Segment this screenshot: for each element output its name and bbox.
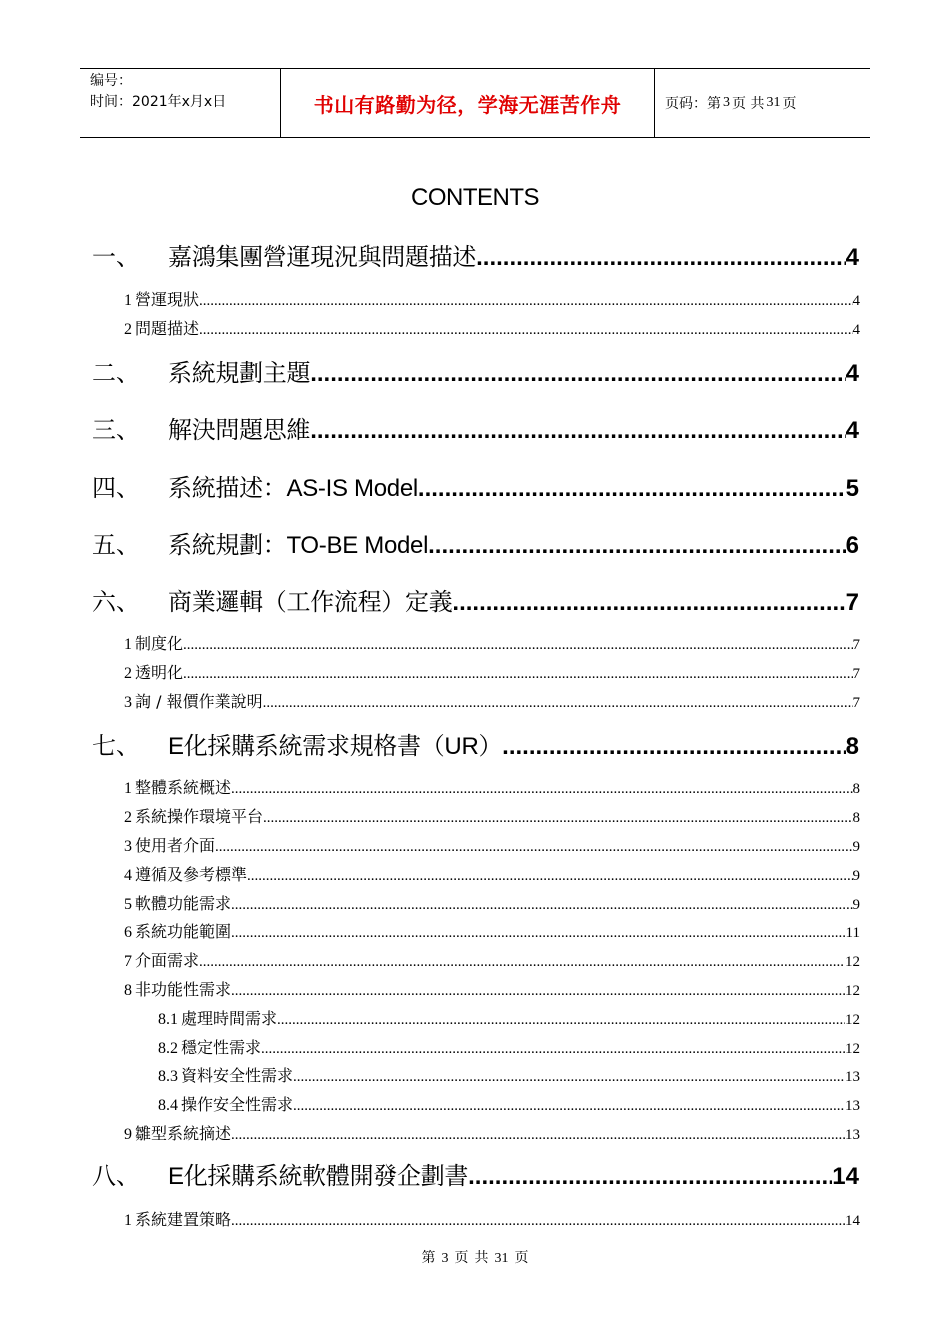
toc-entry-number: 八、 [92, 1162, 140, 1190]
toc-entry-page: 12 [845, 983, 860, 999]
toc-subsection-entry[interactable] [158, 1007, 860, 1031]
toc-dot-leader [263, 691, 853, 715]
toc-dot-leader [199, 289, 852, 313]
toc-dot-leader [428, 529, 846, 563]
toc-entry-page: 5 [845, 475, 859, 502]
toc-section-entry[interactable] [124, 1122, 860, 1146]
page-title: CONTENTS [411, 184, 539, 211]
toc-entry-number: 4 [124, 867, 132, 884]
toc-entry-title: 雛型系統摘述 [135, 1124, 232, 1143]
toc-dot-leader [452, 586, 845, 620]
toc-entry-title: 嘉鴻集團營運現況與問題描述 [168, 244, 477, 271]
toc-entry-page: 6 [845, 532, 859, 559]
toc-subsection-entry[interactable] [158, 1093, 860, 1117]
toc-entry-number: 2 [124, 321, 132, 338]
toc-entry-number: 3 [124, 838, 132, 855]
toc-entry-page: 13 [845, 1127, 860, 1143]
toc-entry-title: 介面需求 [135, 951, 200, 970]
toc-dot-leader [183, 662, 852, 686]
toc-chapter-entry[interactable] [92, 1159, 859, 1193]
toc-entry-title: 非功能性需求 [135, 980, 232, 999]
toc-entry-page: 4 [845, 417, 859, 444]
toc-entry-number: 二、 [92, 359, 140, 387]
toc-section-entry[interactable] [124, 661, 860, 685]
toc-entry-number: 1 [124, 636, 132, 653]
toc-entry-title: 營運現狀 [135, 290, 200, 309]
header-page-total: 31 [766, 95, 781, 110]
toc-entry-page: 11 [845, 925, 860, 941]
toc-entry-title: 詢 / 報價作業說明 [135, 692, 263, 711]
toc-entry-page: 4 [845, 360, 859, 387]
toc-entry-title: 解決問題思維 [168, 417, 311, 444]
toc-entry-page: 7 [852, 695, 860, 711]
toc-chapter-entry[interactable] [92, 585, 859, 619]
toc-chapter-entry[interactable] [92, 240, 859, 274]
toc-entry-title: 商業邏輯（工作流程）定義 [168, 589, 453, 616]
toc-entry-page: 8 [845, 733, 859, 760]
document-number-label: 编号： [90, 73, 132, 89]
toc-entry-title: 處理時間需求 [181, 1009, 278, 1028]
toc-dot-leader [310, 414, 845, 448]
footer-total: 31 [494, 1251, 509, 1266]
toc-entry-page: 7 [845, 589, 859, 616]
toc-dot-leader [468, 1160, 832, 1194]
header-page-mid: 页 共 [732, 96, 765, 112]
toc-entry-number: 8.3 [158, 1068, 178, 1085]
toc-entry-title: 系統規劃：TO-BE Model [168, 532, 429, 559]
toc-section-entry[interactable] [124, 632, 860, 656]
header-page-suffix: 页 [782, 96, 797, 112]
toc-entry-number: 9 [124, 1126, 132, 1143]
toc-dot-leader [293, 1065, 845, 1089]
toc-section-entry[interactable] [124, 288, 860, 312]
document-time-label: 时间：2021年x月x日 [90, 94, 227, 110]
toc-entry-number: 三、 [92, 416, 140, 444]
toc-entry-page: 12 [845, 954, 860, 970]
toc-entry-title: 系統規劃主題 [168, 360, 311, 387]
toc-entry-number: 8 [124, 982, 132, 999]
toc-entry-number: 五、 [92, 531, 140, 559]
footer-suffix: 页 [514, 1251, 529, 1266]
toc-entry-number: 6 [124, 924, 132, 941]
toc-entry-title: 系統操作環境平台 [135, 807, 264, 826]
toc-entry-page: 8 [852, 810, 860, 826]
toc-entry-title: 系統功能範圍 [135, 922, 232, 941]
toc-entry-number: 1 [124, 1212, 132, 1229]
toc-dot-leader [502, 730, 845, 764]
toc-chapter-entry[interactable] [92, 729, 859, 763]
toc-entry-title: 使用者介面 [135, 836, 216, 855]
toc-chapter-entry[interactable] [92, 471, 859, 505]
toc-dot-leader [199, 950, 845, 974]
toc-entry-page: 14 [845, 1213, 860, 1229]
toc-section-entry[interactable] [124, 920, 860, 944]
toc-entry-number: 一、 [92, 243, 140, 271]
toc-entry-title: 整體系統概述 [135, 778, 232, 797]
toc-dot-leader [247, 864, 852, 888]
header-page-current: 3 [723, 95, 730, 110]
toc-entry-title: 資料安全性需求 [181, 1066, 294, 1085]
toc-entry-number: 7 [124, 953, 132, 970]
toc-entry-page: 9 [852, 868, 860, 884]
toc-entry-page: 13 [845, 1098, 860, 1114]
toc-entry-page: 13 [845, 1069, 860, 1085]
toc-dot-leader [231, 777, 852, 801]
toc-entry-title: 系統建置策略 [135, 1210, 232, 1229]
toc-entry-number: 六、 [92, 588, 140, 616]
toc-entry-number: 2 [124, 665, 132, 682]
toc-section-entry[interactable] [124, 892, 860, 916]
toc-entry-number: 七、 [92, 732, 140, 760]
toc-entry-number: 3 [124, 694, 132, 711]
toc-entry-number: 1 [124, 780, 132, 797]
page-footer [0, 1247, 950, 1267]
toc-section-entry[interactable] [124, 776, 860, 800]
toc-section-entry[interactable] [124, 978, 860, 1002]
toc-entry-title: 透明化 [135, 663, 184, 682]
toc-section-entry[interactable] [124, 949, 860, 973]
toc-dot-leader [263, 806, 852, 830]
toc-entry-title: 問題描述 [135, 319, 200, 338]
toc-entry-page: 12 [845, 1041, 860, 1057]
toc-subsection-entry[interactable] [158, 1036, 860, 1060]
footer-prefix: 第 [421, 1251, 436, 1266]
toc-entry-title: 制度化 [135, 634, 184, 653]
toc-dot-leader [231, 1209, 845, 1233]
toc-section-entry[interactable] [124, 317, 860, 341]
toc-entry-number: 2 [124, 809, 132, 826]
toc-entry-number: 8.1 [158, 1011, 178, 1028]
toc-entry-page: 4 [845, 244, 859, 271]
toc-dot-leader [476, 241, 846, 275]
toc-dot-leader [418, 472, 846, 506]
toc-entry-page: 9 [852, 897, 860, 913]
toc-entry-page: 7 [852, 637, 860, 653]
toc-entry-page: 9 [852, 839, 860, 855]
toc-dot-leader [277, 1008, 845, 1032]
toc-dot-leader [231, 1123, 845, 1147]
toc-entry-title: E化採購系統需求規格書（UR） [168, 733, 503, 760]
toc-chapter-entry[interactable] [92, 413, 859, 447]
toc-dot-leader [261, 1037, 845, 1061]
toc-entry-title: 系統描述：AS-IS Model [168, 475, 418, 502]
footer-mid1: 页 [454, 1251, 469, 1266]
toc-entry-page: 7 [852, 666, 860, 682]
toc-dot-leader [310, 357, 845, 391]
toc-entry-number: 四、 [92, 474, 140, 502]
toc-entry-title: 軟體功能需求 [135, 894, 232, 913]
footer-current: 3 [441, 1251, 449, 1266]
toc-section-entry[interactable] [124, 834, 860, 858]
toc-entry-number: 5 [124, 896, 132, 913]
toc-section-entry[interactable] [124, 805, 860, 829]
header-motto: 书山有路勤为径，学海无涯苦作舟 [313, 92, 622, 117]
toc-section-entry[interactable] [124, 690, 860, 714]
toc-entry-title: 操作安全性需求 [181, 1095, 294, 1114]
toc-dot-leader [215, 835, 852, 859]
footer-mid2: 共 [474, 1251, 489, 1266]
toc-dot-leader [231, 921, 846, 945]
header-page-prefix: 页码：第 [665, 96, 721, 112]
toc-entry-title: E化採購系統軟體開發企劃書 [168, 1163, 469, 1190]
toc-dot-leader [231, 893, 852, 917]
toc-entry-number: 8.2 [158, 1040, 178, 1057]
toc-entry-title: 穩定性需求 [181, 1038, 262, 1057]
toc-chapter-entry[interactable] [92, 356, 859, 390]
toc-chapter-entry[interactable] [92, 528, 859, 562]
toc-dot-leader [199, 318, 852, 342]
toc-dot-leader [183, 633, 852, 657]
toc-entry-page: 4 [852, 322, 860, 338]
toc-entry-page: 12 [845, 1012, 860, 1028]
toc-section-entry[interactable] [124, 863, 860, 887]
toc-entry-page: 4 [852, 293, 860, 309]
toc-entry-page: 8 [852, 781, 860, 797]
toc-subsection-entry[interactable] [158, 1064, 860, 1088]
toc-dot-leader [293, 1094, 845, 1118]
toc-entry-number: 1 [124, 292, 132, 309]
toc-entry-page: 14 [832, 1163, 859, 1190]
toc-dot-leader [231, 979, 845, 1003]
toc-entry-number: 8.4 [158, 1097, 178, 1114]
toc-entry-title: 遵循及參考標準 [135, 865, 248, 884]
toc-section-entry[interactable] [124, 1208, 860, 1232]
